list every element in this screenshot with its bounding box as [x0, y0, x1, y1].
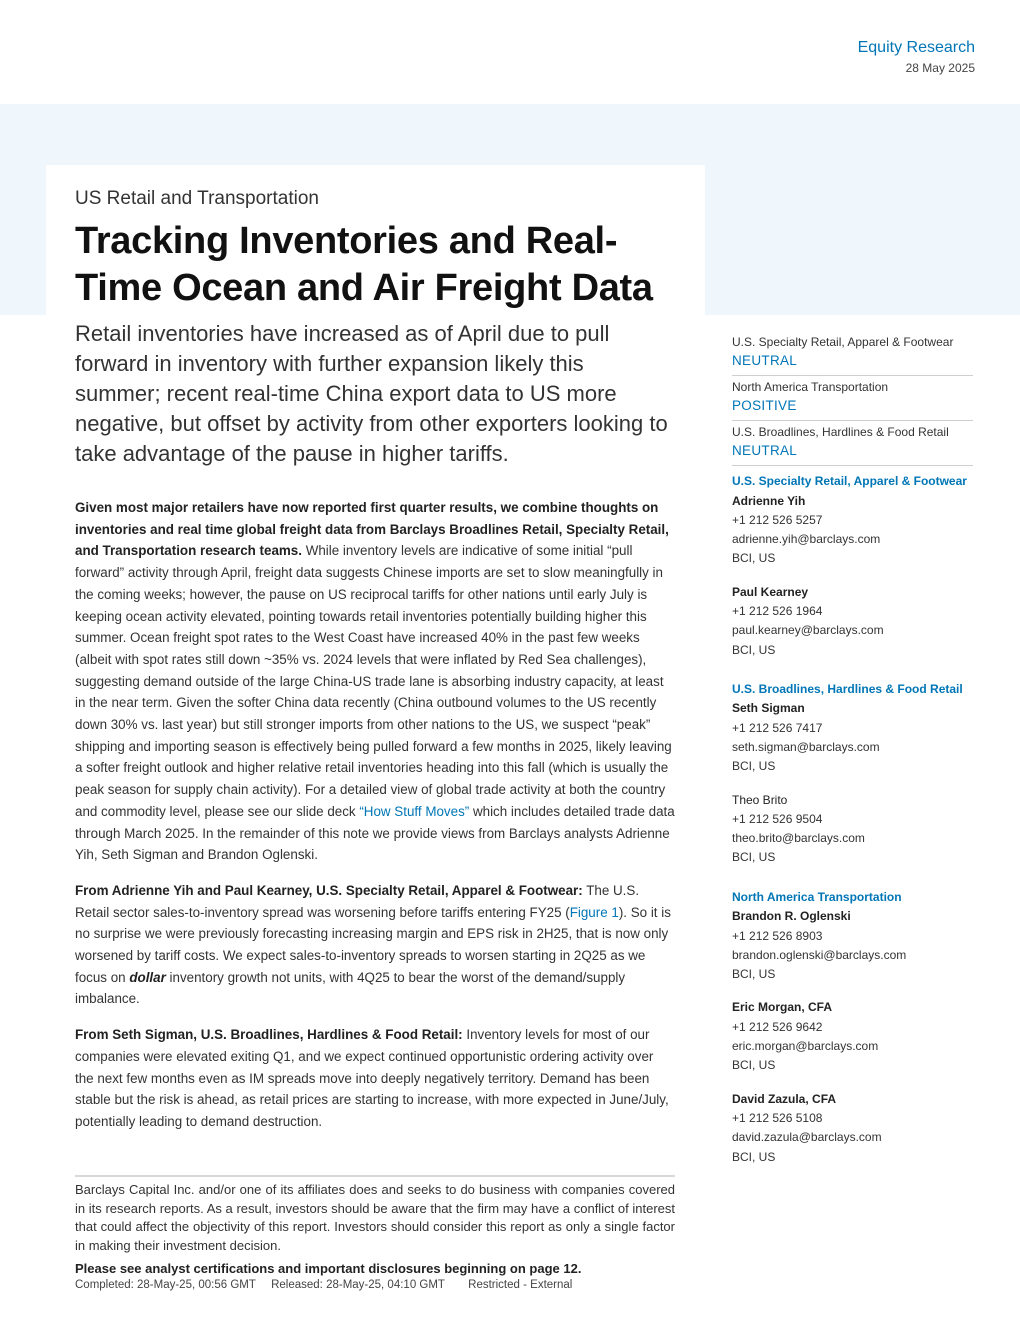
analyst-card — [732, 907, 973, 984]
analyst-card — [732, 791, 973, 868]
team-name: North America Transportation — [732, 889, 902, 904]
dollar-emphasis: dollar — [129, 969, 166, 985]
specialty-lead: From Adrienne Yih and Paul Kearney, U.S. Specialty Retail, Apparel & Footwear: — [75, 882, 583, 898]
analyst-phone: +1 212 526 7417 — [732, 720, 823, 735]
paragraph-summary — [75, 497, 675, 866]
rating-sector: North America Transportation — [732, 380, 889, 394]
analyst-email[interactable]: eric.morgan@barclays.com — [732, 1039, 879, 1054]
analyst-card — [732, 492, 973, 569]
analyst-name: David Zazula, CFA — [732, 1091, 837, 1106]
analyst-entity: BCI, US — [732, 551, 776, 566]
analyst-phone: +1 212 526 5257 — [732, 512, 823, 527]
rating-sector: U.S. Broadlines, Hardlines & Food Retail — [732, 425, 949, 439]
analyst-entity: BCI, US — [732, 759, 776, 774]
analyst-phone: +1 212 526 1964 — [732, 603, 823, 618]
analyst-name: Adrienne Yih — [732, 493, 806, 508]
restricted-label: Restricted - External — [468, 1279, 573, 1291]
disclosure-notice: Please see analyst certifications and important disclosures beginning on page 12. — [75, 1261, 582, 1276]
report-body — [75, 497, 675, 1147]
analyst-phone: +1 212 526 5108 — [732, 1110, 823, 1125]
analyst-card — [732, 998, 973, 1075]
release-meta — [75, 1277, 675, 1293]
analyst-entity: BCI, US — [732, 850, 776, 865]
broadlines-lead: From Seth Sigman, U.S. Broadlines, Hardlines & Food Retail: — [75, 1027, 463, 1043]
analyst-phone: +1 212 526 9642 — [732, 1019, 823, 1034]
analyst-team — [732, 888, 973, 1167]
rating-item — [732, 376, 973, 421]
paragraph-broadlines — [75, 1024, 675, 1133]
rating-sector: U.S. Specialty Retail, Apparel & Footwear — [732, 335, 954, 349]
specialty-mid: ). So it is no surprise we were previously forecasting increasing margin and EPS risk in 2H25, that is now only worsened by tariff costs. We expect sales-to-inventory spreads to worsen starting in 2Q25 as we focus on — [75, 904, 671, 985]
analyst-name: Seth Sigman — [732, 701, 805, 716]
analyst-email[interactable]: seth.sigman@barclays.com — [732, 739, 880, 754]
analyst-name: Brandon R. Oglenski — [732, 909, 851, 924]
rating-value: POSITIVE — [732, 398, 797, 413]
rating-value: NEUTRAL — [732, 443, 798, 458]
how-stuff-moves-link[interactable]: “How Stuff Moves” — [359, 803, 470, 819]
analyst-name: Eric Morgan, CFA — [732, 1000, 833, 1015]
report-title: Tracking Inventories and Real-Time Ocean and Air Freight Data — [75, 220, 653, 309]
analyst-phone: +1 212 526 8903 — [732, 928, 823, 943]
analyst-card — [732, 1090, 973, 1167]
specialty-text: The U.S. Retail sector sales-to-inventory spread was worsening before tariffs entering FY25 ( — [75, 882, 640, 920]
summary-text: While inventory levels are indicative of some initial “pull forward” activity through April, freight data suggests Chinese imports are set to slow meaningfully in the coming weeks; however, the pause on US reciprocal tariffs for other nations until early July is keeping ocean activity elevated, pointing towards retail inventories potentially building higher this summer. Ocean freight spot rates to the West Coast have increased 40% in the past few weeks (albeit with spot rates still down ~35% vs. 2024 levels that were inflated by Red Sea challenges), suggesting demand outside of the large China-US trade lane is absorbing industry capacity, at least in the near term. Given the softer China data recently (China outbound volumes to the US recently down 30% vs. last year) but still stronger imports from other nations to the US, we suspect “peak” shipping and importing season is effectively being pulled forward a few months in 2025, likely leaving a softer freight outlook and higher relative retail inventories heading into this fall (which is usually the peak season for supply chain activity). For a detailed view of global trade activity at both the country and commodity level, please see our slide deck — [75, 543, 672, 819]
specialty-tail: inventory growth not units, with 4Q25 to bear the worst of the demand/supply imbalance. — [75, 969, 626, 1007]
analyst-phone: +1 212 526 9504 — [732, 811, 823, 826]
section-label: Equity Research — [857, 39, 975, 56]
summary-tail: which includes detailed trade data through March 2025. In the remainder of this note we provide views from Barclays analysts Adrienne Yih, Seth Sigman and Brandon Oglenski. — [75, 803, 675, 863]
released-timestamp: Released: 28-May-25, 04:10 GMT — [271, 1279, 445, 1291]
broadlines-text: Inventory levels for most of our companies were elevated exiting Q1, and we expect continued opportunistic ordering activity over the next few months even as IM spreads move into deeply negatively territory. Demand has been stable but the risk is ahead, as retail prices are starting to increase, with more expected in June/July, potentially leading to demand destruction. — [75, 1027, 669, 1129]
analyst-card — [732, 583, 973, 660]
report-date: 28 May 2025 — [905, 61, 975, 75]
completed-timestamp: Completed: 28-May-25, 00:56 GMT — [75, 1279, 256, 1291]
report-subtitle: Retail inventories have increased as of April due to pull forward in inventory with further expansion likely this summer; recent real-time China export data to US more negative, but offset by activity from other exporters looking to take advantage of the pause in higher tariffs. — [75, 321, 668, 466]
sidebar — [732, 331, 973, 1181]
analyst-team — [732, 472, 973, 660]
disclaimer — [75, 1175, 675, 1293]
analyst-email[interactable]: theo.brito@barclays.com — [732, 831, 865, 846]
analyst-card — [732, 699, 973, 776]
analyst-name: Theo Brito — [732, 792, 788, 807]
analyst-email[interactable]: adrienne.yih@barclays.com — [732, 532, 881, 547]
disclaimer-text: Barclays Capital Inc. and/or one of its affiliates does and seeks to do business with companies covered in its research reports. As a result, investors should be aware that the firm may have a conflict of interest that could affect the objectivity of this report. Investors should consider this report as only a single factor in making their investment decision. — [75, 1182, 675, 1253]
analyst-name: Paul Kearney — [732, 584, 809, 599]
analyst-entity: BCI, US — [732, 642, 776, 657]
analyst-email[interactable]: paul.kearney@barclays.com — [732, 623, 884, 638]
analyst-entity: BCI, US — [732, 967, 776, 982]
rating-item — [732, 331, 973, 376]
rating-value: NEUTRAL — [732, 353, 798, 368]
figure-1-link[interactable]: Figure 1 — [569, 904, 619, 920]
analyst-entity: BCI, US — [732, 1149, 776, 1164]
team-name: U.S. Specialty Retail, Apparel & Footwear — [732, 474, 967, 488]
team-name: U.S. Broadlines, Hardlines & Food Retail — [732, 681, 963, 696]
analyst-email[interactable]: brandon.oglenski@barclays.com — [732, 947, 907, 962]
report-kicker: US Retail and Transportation — [75, 188, 319, 209]
paragraph-specialty-retail — [75, 880, 675, 1010]
analyst-email[interactable]: david.zazula@barclays.com — [732, 1130, 882, 1145]
analyst-team — [732, 680, 973, 868]
report-header — [858, 38, 975, 75]
rating-item — [732, 421, 973, 466]
summary-lead: Given most major retailers have now reported first quarter results, we combine thoughts on inventories and real time global freight data from Barclays Broadlines Retail, Specialty Retail, and Transportation research teams. — [75, 500, 669, 559]
analyst-entity: BCI, US — [732, 1058, 776, 1073]
